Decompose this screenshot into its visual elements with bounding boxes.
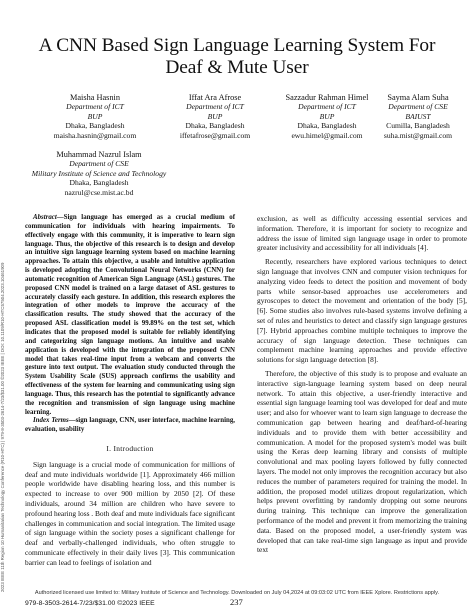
author-email[interactable]: ewu.himel@gmail.com <box>291 130 363 140</box>
abstract-label: Abstract <box>33 214 57 221</box>
author-city: Dhaka, Bangladesh <box>69 178 129 188</box>
page-number: 237 <box>230 597 243 607</box>
author-email[interactable]: maisha.hasnin@gmail.com <box>53 130 137 140</box>
author-block-4 <box>370 93 466 140</box>
left-column <box>25 214 235 568</box>
author-dept: Department of CSE <box>69 159 129 169</box>
license-note: Authorized licensed use limited to: Military Institute of Science and Technology. Downloaded on July 04,2024 at 09:03:02 UTC from IEEE Xplore. Restrictions apply. <box>34 590 440 596</box>
author-name: Iffat Ara Afrose <box>188 93 242 102</box>
author-dept: Department of ICT <box>66 102 124 112</box>
author-block-5 <box>14 150 184 197</box>
author-inst: BAIUST <box>405 111 431 121</box>
author-dept: Department of ICT <box>186 102 244 112</box>
body-paragraph: Therefore, the objective of this study is to propose and evaluate an interactive sign-language learning system based on deep neural network. To attain this objective, a user-friendly interactive and essential sign language learning tool was developed for deaf and mute user; and also for whoever want to learn sign language to decrease the communication gap between hearing and deaf/hard-of-hearing individuals and to provide them with better accessibility and communication. A model for the proposed system's model was built using the Keras deep learning library and consists of multiple convolutional and max pooling layers followed by fully connected layers. The model not only improves the recognition accuracy but also reduces the number of parameters required for training the model. In addition, the proposed model utilizes dropout regularization, which helps prevent overfitting by randomly dropping out some neurons during training. This technique can improve the generalization performance of the model and prevent it from memorizing the training data. Based on the proposed model, a user-friendly system was developed that can take real-time sign language as input and provide text <box>257 368 467 555</box>
isbn-line: 979-8-3503-2614-7/23/$31.00 ©2023 IEEE <box>25 600 155 607</box>
author-block-2 <box>166 93 264 140</box>
author-name: Maisha Hasnin <box>69 93 120 102</box>
abstract-text: —Sign language has emerged as a crucial medium of communication for individuals with hearing impairments. To effectively engage with this community, it is imperative to learn sign language. Thus, the objective of this research is to design and develop an intuitive sign language learning system based on machine learning approaches. To attain this objective, a usable and intuitive application is developed adopting the Convolutional Neural Networks (CNN) for automatic recognition of American Sign Language (ASL) gestures. The proposed CNN model is trained on a large dataset of ASL gestures to accurately classify each gesture. In addition, this research explores the integration of other models to improve the accuracy of the classification results. The study showed that the accuracy of the proposed ASL classification model is 99.89% on the test set, which indicates that the proposed model is suitable for reliably identifying and categorizing sign language motions. An intuitive and usable application is developed with the integration of the proposed CNN model that takes real-time input from a webcam and converts the gesture into text output. The evaluation study conducted through the System Usability Scale (SUS) approach confirms the usability and effectiveness of the system for learning and communicating using sign language. Thus, this research has the potential to significantly advance the recognition and transmission of sign language using machine learning. <box>25 214 235 416</box>
index-terms <box>25 417 235 435</box>
paper-title <box>0 35 474 79</box>
index-terms-label: Index Terms <box>33 417 69 425</box>
author-dept: Department of CSE <box>388 102 448 112</box>
author-block-1 <box>44 93 146 140</box>
author-inst: Military Institute of Science and Technology <box>31 168 167 178</box>
section-heading: I. Introduction <box>106 444 154 454</box>
side-doi-note <box>0 40 16 600</box>
author-name: Sazzadur Rahman Himel <box>285 93 369 102</box>
author-city: Dhaka, Bangladesh <box>185 121 245 131</box>
author-email[interactable]: suha.mist@gmail.com <box>383 130 453 140</box>
author-city: Dhaka, Bangladesh <box>297 121 357 131</box>
author-email[interactable]: iffetafrose@gmail.com <box>179 130 251 140</box>
author-inst: BUP <box>87 111 103 121</box>
title-line-2: Deaf & Mute User <box>165 57 309 78</box>
right-column <box>257 214 467 555</box>
body-paragraph: Recently, researchers have explored various techniques to detect sign language that involves CNN and computer vision techniques for analyzing video feeds to detect the position and movement of body parts while sensor-based approaches use accelerometers and gyroscopes to detect the movement and orientation of the body [5], [6]. Some studies also involves rule-based systems involve defining a set of rules and heuristics to detect and classify sign language gestures [7]. Hybrid approaches combine multiple techniques to improve the accuracy of sign language detection. These techniques can complement machine learning approaches and provide effective solutions for sign language detection [8]. <box>257 257 467 365</box>
author-inst: BUP <box>319 111 335 121</box>
author-block-3 <box>272 93 382 140</box>
author-name: Muhammad Nazrul Islam <box>56 150 142 159</box>
title-line-1: A CNN Based Sign Language Learning System For <box>38 35 436 56</box>
author-dept: Department of ICT <box>298 102 356 112</box>
intro-paragraph: Sign language is a crucial mode of communication for millions of deaf and mute individuals worldwide [1]. Approximately 466 million people worldwide have disabling hearing loss, and this number is expected to increase to over 900 million by 2050 [2]. Of these individuals, around 34 million are children who have severe to profound hearing loss . Both deaf and mute individuals face significant challenges in communication and social integration. The limited usage of sign language within the society poses a significant challenge for deaf and verbally-challenged individuals, who often struggle to communicate effectively in their daily lives [3]. This communication barrier can lead to feelings of isolation and <box>25 459 235 567</box>
index-terms-text: —sign language, CNN, user interface, machine learning, evaluation, usability <box>25 417 235 434</box>
abstract <box>25 214 235 417</box>
author-inst: BUP <box>207 111 223 121</box>
body-paragraph: exclusion, as well as difficulty accessing essential services and information. Therefore, it is important for society to recognize and address the issue of limited sign language usage in order to promote greater inclusivity and accessibility for all individuals [4]. <box>257 214 467 253</box>
author-name: Sayma Alam Suha <box>387 93 449 102</box>
side-doi-text: 2023 IEEE 11th Region 10 Humanitarian Technology Conference (R10-HTC) | 979-8-3503-2614-7/23/$31.00 ©2023 IEEE | DOI: 10.1109/R10-HTC57504.2023.10461909 <box>0 262 5 592</box>
author-city: Cumilla, Bangladesh <box>386 121 450 131</box>
author-email[interactable]: nazrul@cse.mist.ac.bd <box>64 187 134 197</box>
author-city: Dhaka, Bangladesh <box>65 121 125 131</box>
